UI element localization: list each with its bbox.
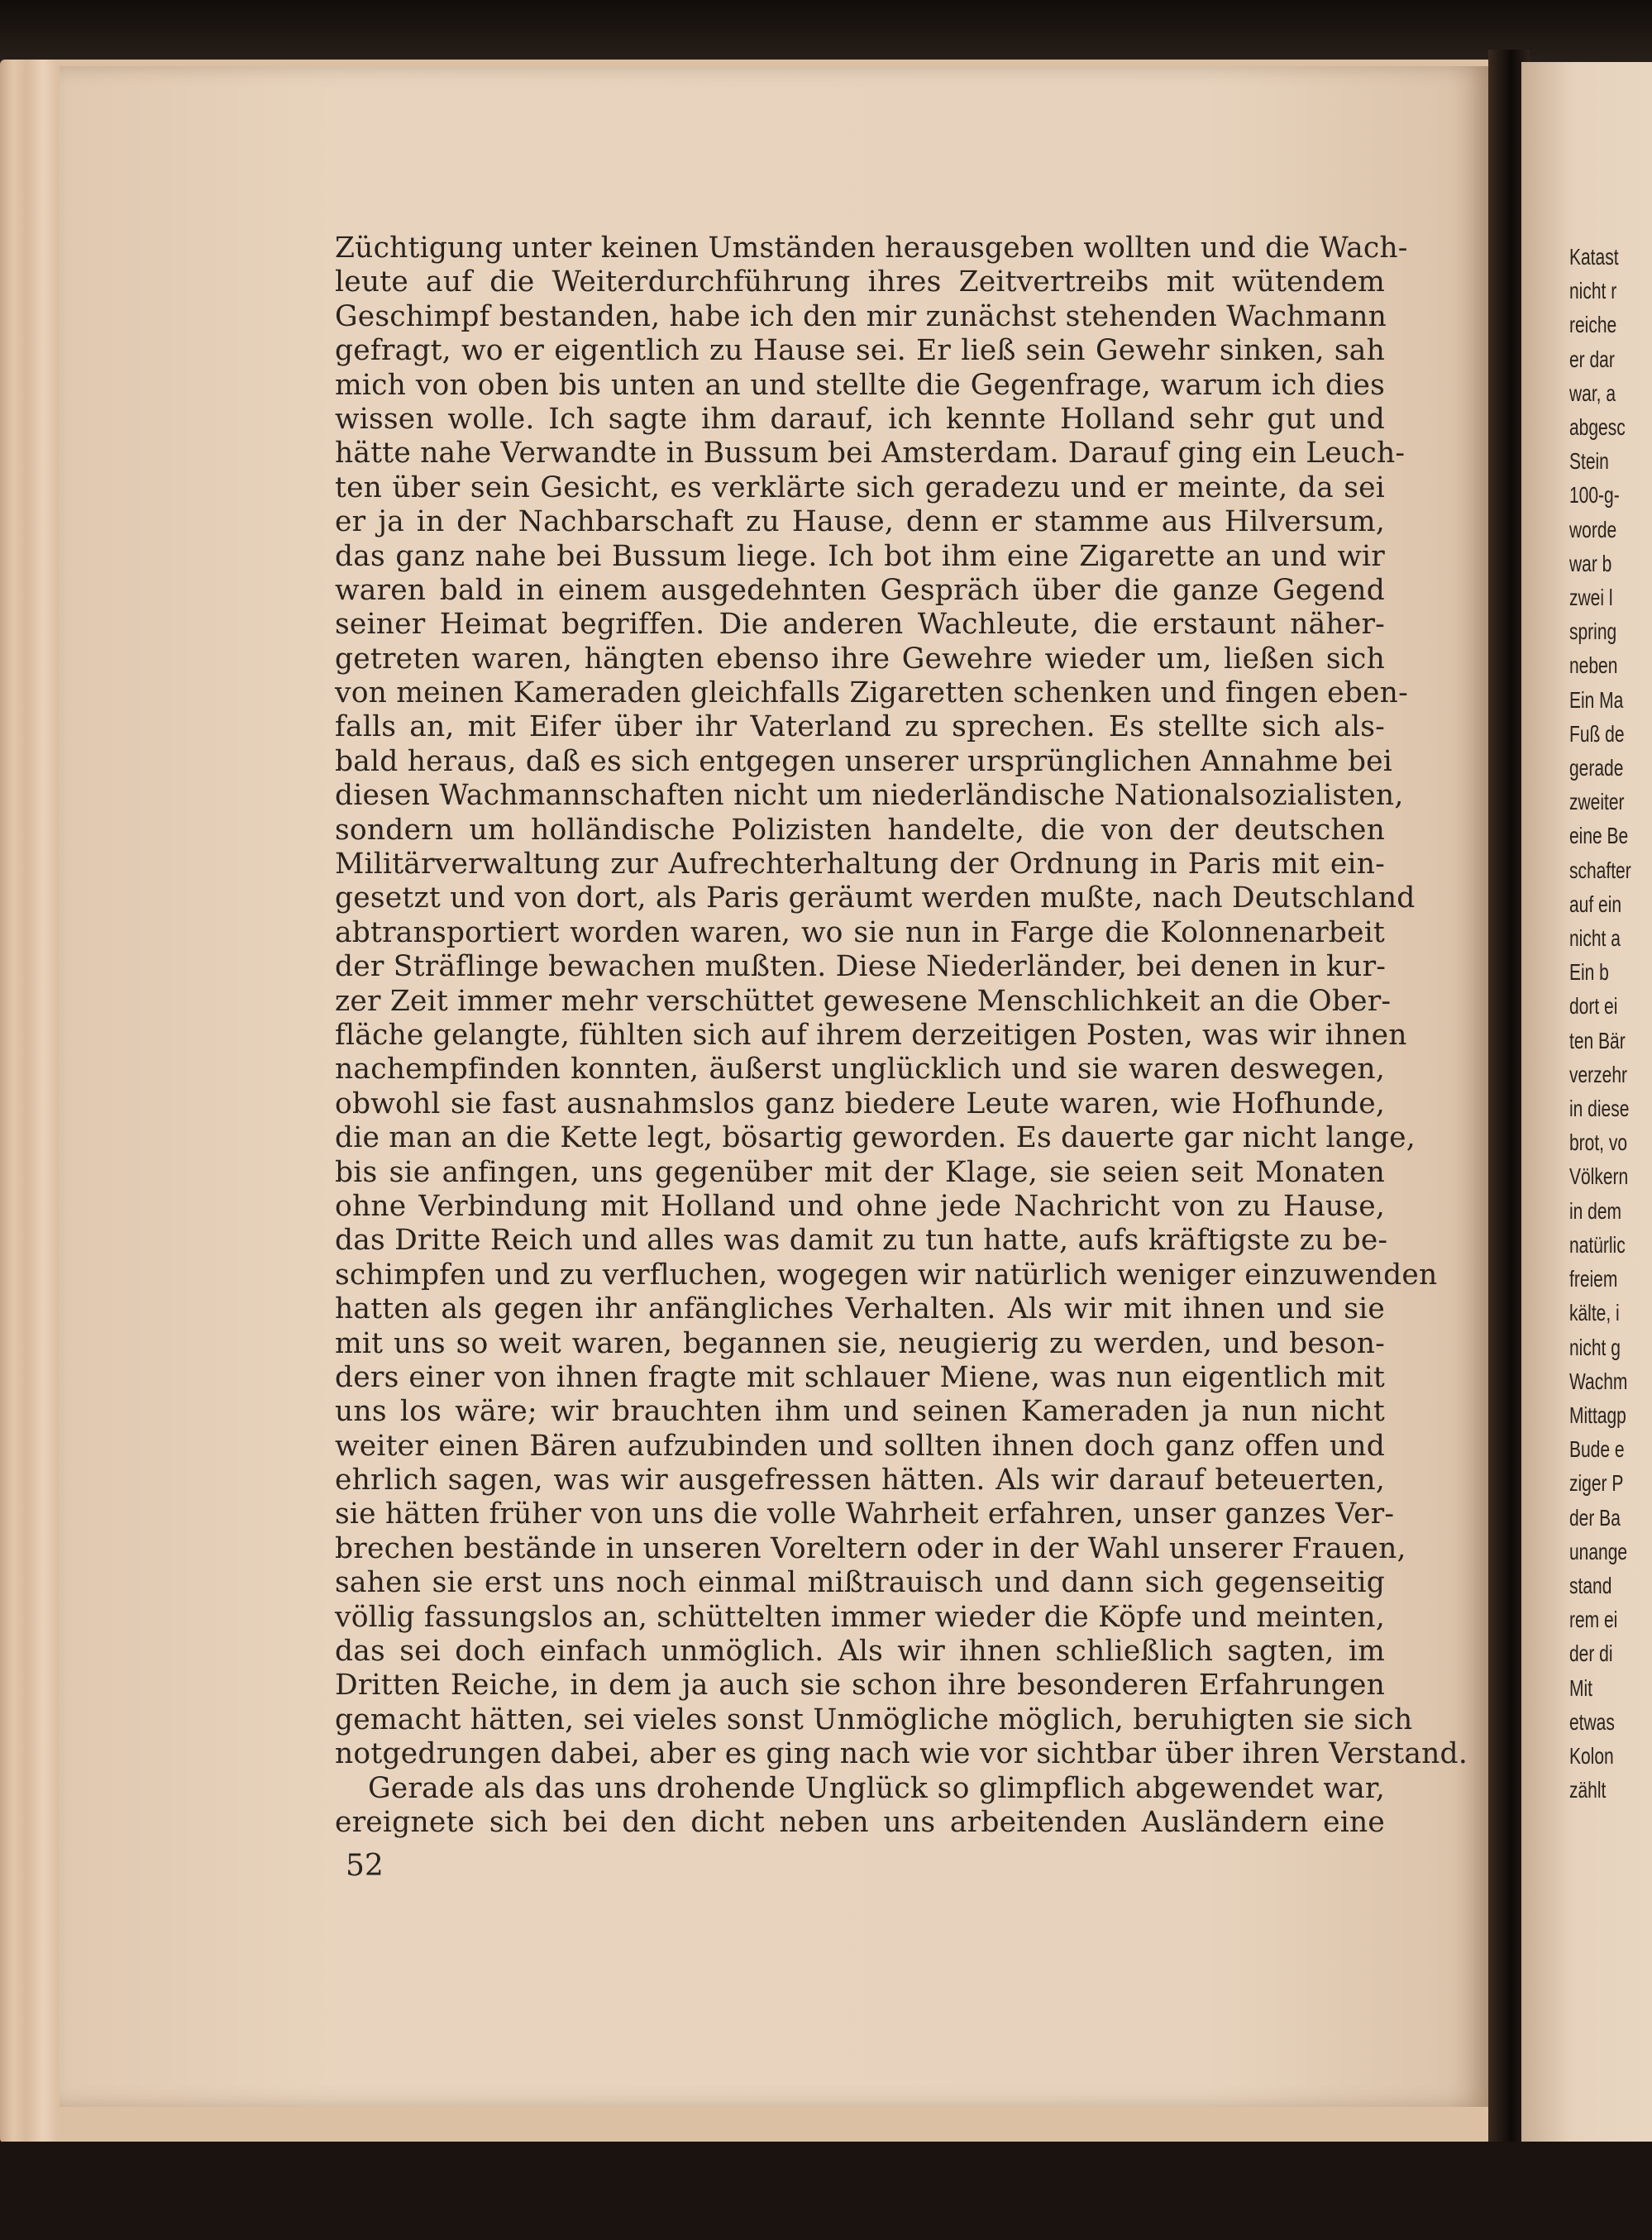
text-line: sondern um holländische Polizisten handelte, die von der deutschen (335, 813, 1385, 847)
facing-text-line: rem ei (1569, 1607, 1618, 1633)
text-line: Züchtigung unter keinen Umständen herausgeben wollten und die Wach- (335, 232, 1408, 265)
facing-text-line: Mittagp (1569, 1402, 1626, 1428)
facing-text-line: Wachm (1569, 1368, 1628, 1394)
text-line: mit uns so weit waren, begannen sie, neugierig zu werden, und beson- (335, 1326, 1385, 1360)
facing-text-line: Ein b (1569, 959, 1609, 986)
text-line: völlig fassungslos an, schüttelten immer wieder die Köpfe und meinten, (335, 1600, 1385, 1634)
facing-text-line: Katast (1569, 244, 1619, 270)
facing-text-line: schafter (1569, 857, 1631, 883)
text-line: uns los wäre; wir brauchten ihm und seinen Kameraden ja nun nicht (335, 1395, 1385, 1429)
background-bottom (0, 2142, 1652, 2240)
facing-text-line: Stein (1569, 448, 1609, 475)
facing-text-line: brot, vo (1569, 1130, 1628, 1156)
text-line: er ja in der Nachbarschaft zu Hause, denn er stamme aus Hilversum, (335, 505, 1385, 539)
facing-text-line: stand (1569, 1572, 1612, 1598)
text-line: abtransportiert worden waren, wo sie nun in Farge die Kolonnenarbeit (335, 915, 1385, 949)
facing-text-line: der Ba (1569, 1504, 1621, 1531)
facing-text-line: war b (1569, 550, 1612, 576)
facing-text-line: auf ein (1569, 891, 1622, 917)
facing-text-line: reiche (1569, 312, 1617, 338)
facing-text-line: er dar (1569, 346, 1615, 372)
text-line: notgedrungen dabei, aber es ging nach wie vor sichtbar über ihren Verstand. (335, 1737, 1468, 1771)
facing-text-line: unange (1569, 1538, 1628, 1564)
text-line: waren bald in einem ausgedehnten Gespräch über die ganze Gegend (335, 573, 1385, 607)
facing-text-line: Bude e (1569, 1436, 1625, 1463)
text-line: nachempfinden konnten, äußerst unglücklich und sie waren deswegen, (335, 1053, 1385, 1087)
facing-text-line: Völkern (1569, 1163, 1629, 1190)
text-line: diesen Wachmannschaften nicht um niederländische Nationalsozialisten, (335, 779, 1404, 813)
text-line: mich von oben bis unten an und stellte die Gegenfrage, warum ich dies (335, 368, 1385, 402)
text-line: ereignete sich bei den dicht neben uns arbeitenden Ausländern eine (335, 1805, 1385, 1839)
facing-text-line: kälte, i (1569, 1300, 1620, 1326)
facing-text-line: Fuß de (1569, 720, 1625, 747)
facing-text-line: in dem (1569, 1197, 1622, 1224)
text-line: sahen sie erst uns noch einmal mißtrauisch und dann sich gegenseitig (335, 1566, 1385, 1600)
facing-text-line: natürlic (1569, 1231, 1626, 1258)
facing-text-line: 100-g- (1569, 482, 1620, 509)
text-line: schimpfen und zu verfluchen, wogegen wir natürlich weniger einzuwenden (335, 1258, 1438, 1292)
text-line: hätte nahe Verwandte in Bussum bei Amsterdam. Darauf ging ein Leuch- (335, 437, 1406, 470)
text-line: ohne Verbindung mit Holland und ohne jede Nachricht von zu Hause, (335, 1189, 1385, 1223)
facing-page-text (1569, 240, 1652, 1807)
text-line: obwohl sie fast ausnahmslos ganz biedere Leute waren, wie Hofhunde, (335, 1087, 1385, 1120)
facing-text-line: nicht a (1569, 925, 1621, 952)
text-line: Dritten Reiche, in dem ja auch sie schon ihre besonderen Erfahrungen (335, 1669, 1385, 1703)
text-line: gefragt, wo er eigentlich zu Hause sei. Er ließ sein Gewehr sinken, sah (335, 334, 1385, 368)
facing-text-line: worde (1569, 516, 1617, 542)
text-line: ehrlich sagen, was wir ausgefressen hätten. Als wir darauf beteuerten, (335, 1464, 1385, 1497)
text-line: das ganz nahe bei Bussum liege. Ich bot ihm eine Zigarette an und wir (335, 539, 1385, 573)
facing-text-line: Kolon (1569, 1742, 1614, 1769)
text-line: bis sie anfingen, uns gegenüber mit der Klage, sie seien seit Monaten (335, 1155, 1385, 1189)
facing-text-line: eine Be (1569, 823, 1629, 849)
facing-text-line: etwas (1569, 1708, 1615, 1735)
text-line: zer Zeit immer mehr verschüttet gewesene Menschlichkeit an die Ober- (335, 984, 1392, 1018)
text-line: das sei doch einfach unmöglich. Als wir ihnen schließlich sagten, im (335, 1635, 1385, 1669)
text-line: bald heraus, daß es sich entgegen unserer ursprünglichen Annahme bei (335, 744, 1393, 778)
text-line: das Dritte Reich und alles was damit zu tun hatte, aufs kräftigste zu be- (335, 1224, 1388, 1258)
text-line: seiner Heimat begriffen. Die anderen Wachleute, die erstaunt näher- (335, 608, 1385, 642)
facing-text-line: abgesc (1569, 414, 1626, 441)
facing-text-line: freiem (1569, 1266, 1618, 1292)
facing-text-line: Mit (1569, 1674, 1592, 1701)
facing-text-line: nicht g (1569, 1334, 1621, 1360)
body-text (335, 232, 1468, 1840)
text-line: ders einer von ihnen fragte mit schlauer Miene, was nun eigentlich mit (335, 1360, 1385, 1394)
text-line: getreten waren, hängten ebenso ihre Gewehre wieder um, ließen sich (335, 642, 1385, 676)
text-line: sie hätten früher von uns die volle Wahrheit erfahren, unser ganzes Ver- (335, 1497, 1395, 1531)
text-line: Geschimpf bestanden, habe ich den mir zunächst stehenden Wachmann (335, 299, 1387, 333)
text-line: die man an die Kette legt, bösartig geworden. Es dauerte gar nicht lange, (335, 1121, 1416, 1155)
text-line: gesetzt und von dort, als Paris geräumt werden mußte, nach Deutschland (335, 881, 1416, 915)
facing-text-line: verzehr (1569, 1061, 1628, 1087)
text-line: der Sträflinge bewachen mußten. Diese Niederländer, bei denen in kur- (335, 950, 1387, 984)
facing-text-line: spring (1569, 619, 1617, 645)
text-line: leute auf die Weiterdurchführung ihres Zeitvertreibs mit wütendem (335, 265, 1385, 299)
text-line: falls an, mit Eifer über ihr Vaterland zu sprechen. Es stellte sich als- (335, 710, 1385, 744)
facing-text-line: in diese (1569, 1096, 1630, 1122)
facing-text-line: zählt (1569, 1777, 1607, 1803)
text-line: Gerade als das uns drohende Unglück so glimpflich abgewendet war, (368, 1771, 1385, 1805)
text-line: von meinen Kameraden gleichfalls Zigaretten schenken und fingen eben- (335, 676, 1408, 710)
facing-text-line: neben (1569, 652, 1618, 679)
facing-text-line: ten Bär (1569, 1027, 1626, 1053)
text-line: fläche gelangte, fühlten sich auf ihrem derzeitigen Posten, was wir ihnen (335, 1018, 1407, 1052)
text-line: weiter einen Bären aufzubinden und sollten ihnen doch ganz offen und (335, 1429, 1385, 1463)
facing-text-line: nicht r (1569, 278, 1617, 304)
facing-text-line: war, a (1569, 380, 1616, 406)
text-line: Militärverwaltung zur Aufrechterhaltung der Ordnung in Paris mit ein- (335, 848, 1385, 881)
facing-text-line: zweiter (1569, 789, 1625, 815)
text-line: brechen bestände in unseren Voreltern oder in der Wahl unserer Frauen, (335, 1531, 1406, 1565)
text-line: hatten als gegen ihr anfängliches Verhalten. Als wir mit ihnen und sie (335, 1292, 1385, 1326)
text-line: wissen wolle. Ich sagte ihm darauf, ich kennte Holland sehr gut und (335, 402, 1385, 436)
facing-text-line: ziger P (1569, 1470, 1624, 1497)
facing-text-line: dort ei (1569, 993, 1618, 1020)
text-line: gemacht hätten, sei vieles sonst Unmögliche möglich, beruhigten sie sich (335, 1703, 1413, 1736)
facing-text-line: Ein Ma (1569, 686, 1624, 713)
page-number: 52 (346, 1849, 384, 1883)
facing-text-line: der di (1569, 1641, 1613, 1667)
facing-text-line: zwei l (1569, 585, 1613, 611)
text-line: ten über sein Gesicht, es verklärte sich geradezu und er meinte, da sei (335, 470, 1385, 504)
facing-text-line: gerade (1569, 755, 1624, 781)
